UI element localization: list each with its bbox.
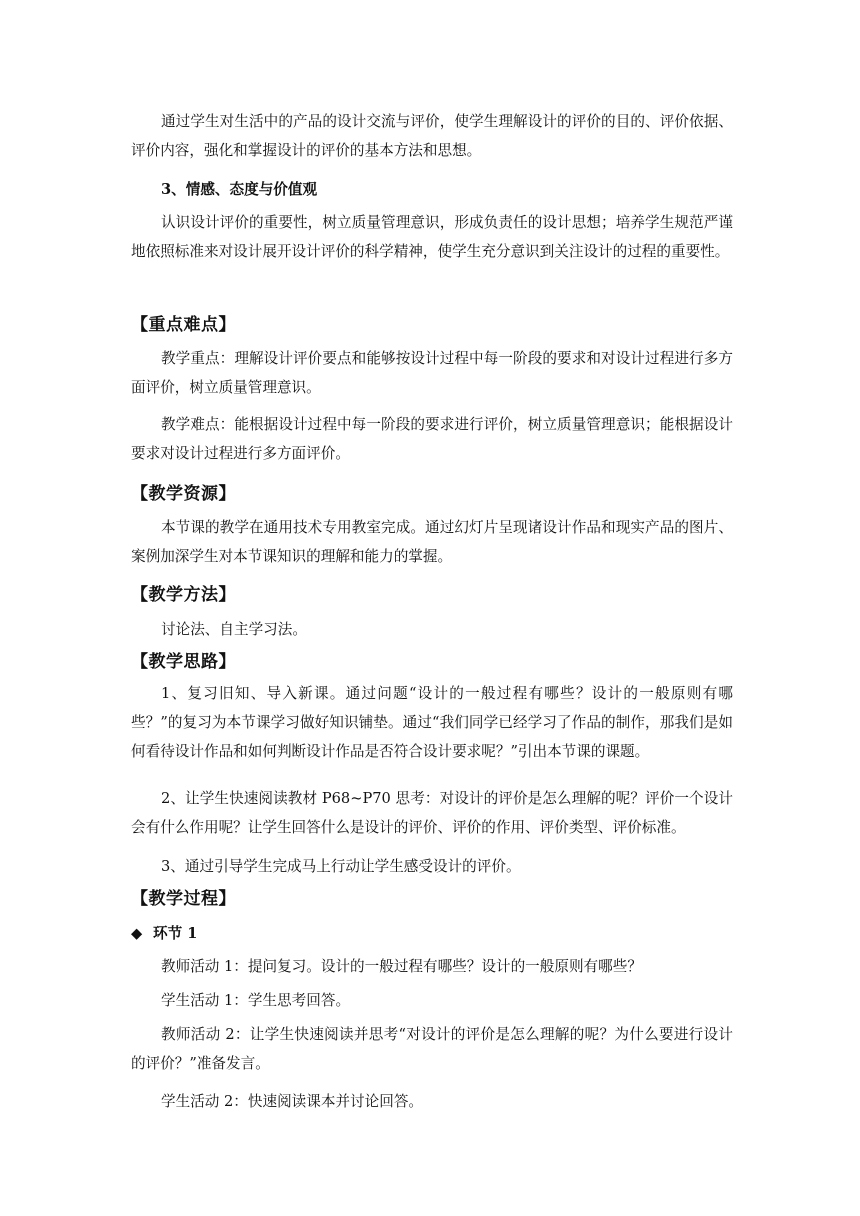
paragraph-text: 认识设计评价的重要性，树立质量管理意识，形成负责任的设计思想；培养学生规范严谨地依照标准来对设计展开设计评价的科学精神，使学生充分意识到关注设计的过程的重要性。 (131, 214, 733, 260)
paragraph-text: 教师活动 1：提问复习。设计的一般过程有哪些？设计的一般原则有哪些？ (161, 958, 642, 975)
paragraph-student-activity-2 (131, 1087, 733, 1116)
heading-teaching-resources: 【教学资源】 (131, 484, 236, 504)
paragraph-text: 2、让学生快速阅读教材 P68~P70 思考：对设计的评价是怎么理解的呢？评价一个设计会有什么作用呢？让学生回答什么是设计的评价、评价的作用、评价类型、评价标准。 (131, 790, 733, 836)
paragraph-idea-1 (131, 679, 733, 766)
paragraph-teaching-focus (131, 344, 733, 402)
paragraph-student-activity-1 (131, 986, 733, 1015)
paragraph-text: 讨论法、自主学习法。 (161, 621, 307, 638)
bullet-section-1 (131, 922, 197, 946)
subheading-emotion-attitude (131, 178, 733, 202)
paragraph-text: 1、复习旧知、导入新课。通过问题“设计的一般过程有哪些？设计的一般原则有哪些？”的复习为本节课学习做好知识铺垫。通过“我们同学已经学习了作品的制作，那我们是如何看待设计作品和如何判断设计作品是否符合设计要求呢？”引出本节课的课题。 (131, 685, 733, 760)
heading-key-difficulties: 【重点难点】 (131, 315, 236, 335)
paragraph-values (131, 208, 733, 266)
paragraph-text: 教师活动 2：让学生快速阅读并思考“对设计的评价是怎么理解的呢？为什么要进行设计的评价？”准备发言。 (131, 1026, 733, 1072)
heading-teaching-methods: 【教学方法】 (131, 585, 236, 605)
paragraph-text: 3、通过引导学生完成马上行动让学生感受设计的评价。 (161, 858, 521, 875)
paragraph-text: 学生活动 2：快速阅读课本并讨论回答。 (161, 1093, 424, 1110)
heading-teaching-process: 【教学过程】 (131, 889, 236, 909)
paragraph-idea-3 (131, 852, 733, 881)
paragraph-teacher-activity-2 (131, 1020, 733, 1078)
paragraph-methods (131, 615, 733, 644)
heading-teaching-ideas: 【教学思路】 (131, 652, 236, 672)
paragraph-teaching-difficulty (131, 410, 733, 468)
bullet-text: 环节 1 (153, 925, 198, 942)
paragraph-teacher-activity-1 (131, 952, 733, 981)
paragraph-text: 通过学生对生活中的产品的设计交流与评价，使学生理解设计的评价的目的、评价依据、评价内容，强化和掌握设计的评价的基本方法和思想。 (131, 113, 733, 159)
paragraph-text: 教学难点：能根据设计过程中每一阶段的要求进行评价，树立质量管理意识；能根据设计要求对设计过程进行多方面评价。 (131, 416, 733, 462)
paragraph-text: 学生活动 1：学生思考回答。 (161, 992, 351, 1009)
paragraph-text: 教学重点：理解设计评价要点和能够按设计过程中每一阶段的要求和对设计过程进行多方面评价，树立质量管理意识。 (131, 350, 733, 396)
diamond-bullet-icon: ◆ (131, 925, 143, 942)
paragraph-resources (131, 513, 733, 571)
paragraph-evaluation-process (131, 107, 733, 165)
paragraph-idea-2 (131, 784, 733, 842)
subheading-text: 3、情感、态度与价值观 (161, 181, 318, 198)
paragraph-text: 本节课的教学在通用技术专用教室完成。通过幻灯片呈现诸设计作品和现实产品的图片、案例加深学生对本节课知识的理解和能力的掌握。 (131, 519, 733, 565)
